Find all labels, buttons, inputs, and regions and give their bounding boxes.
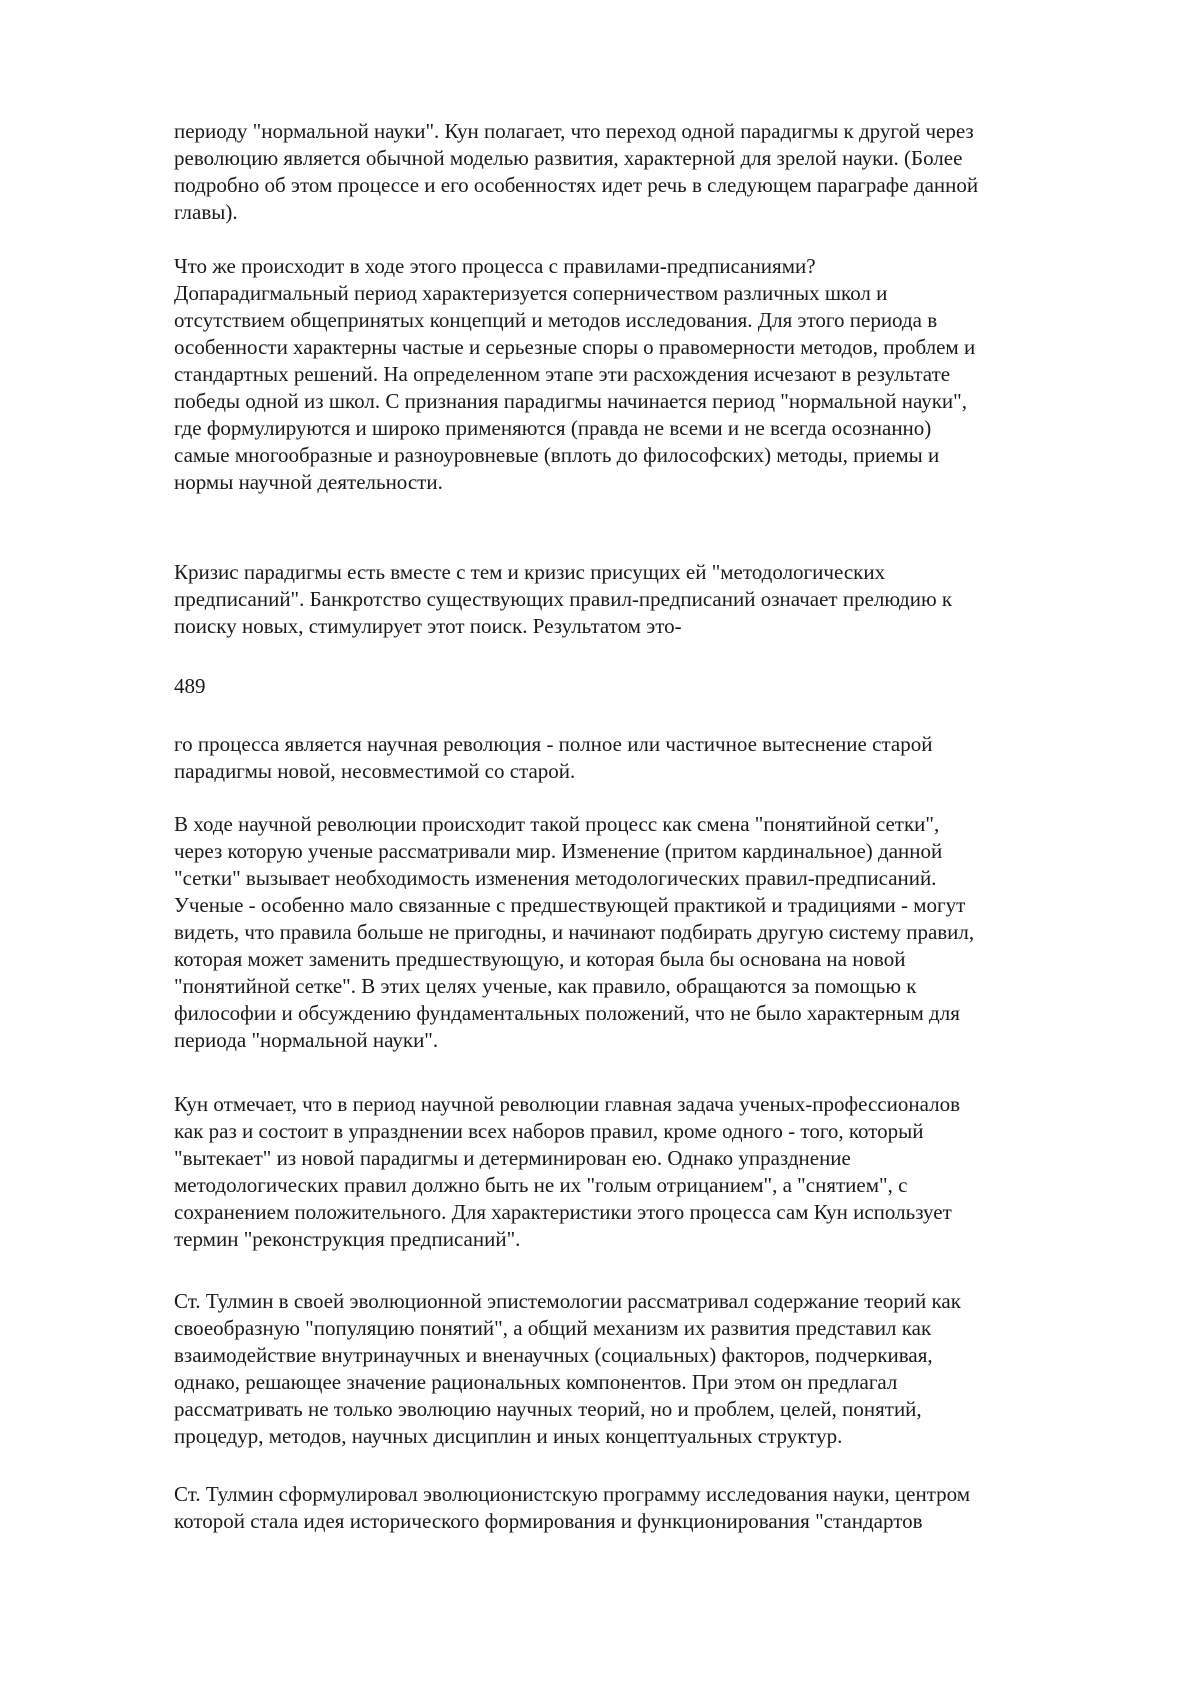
text-line: особенности характерны частые и серьезные споры о правомерности методов, проблем и bbox=[174, 335, 976, 359]
text-line: которой стала идея исторического формирования и функционирования "стандартов bbox=[174, 1509, 923, 1533]
text-line: Что же происходит в ходе этого процесса с правилами-предписаниями? bbox=[174, 254, 816, 278]
paragraph bbox=[174, 811, 1114, 1054]
text-line: периода "нормальной науки". bbox=[174, 1028, 439, 1052]
text-line: самые многообразные и разноуровневые (вплоть до философских) методы, приемы и bbox=[174, 443, 940, 467]
text-line: В ходе научной революции происходит такой процесс как смена "понятийной сетки", bbox=[174, 812, 940, 836]
page-number: 489 bbox=[174, 674, 206, 698]
text-line: философии и обсуждению фундаментальных положений, что не было характерным для bbox=[174, 1001, 960, 1025]
text-line: Кун отмечает, что в период научной революции главная задача ученых-профессионалов bbox=[174, 1092, 961, 1116]
text-line: поиску новых, стимулирует этот поиск. Результатом это- bbox=[174, 614, 682, 638]
text-line: стандартных решений. На определенном этапе эти расхождения исчезают в результате bbox=[174, 362, 951, 386]
paragraph bbox=[174, 1481, 1114, 1535]
text-line: периоду "нормальной науки". Кун полагает, что переход одной парадигмы к другой через bbox=[174, 119, 974, 143]
text-line: как раз и состоит в упразднении всех наборов правил, кроме одного - того, который bbox=[174, 1119, 924, 1143]
text-line: победы одной из школ. С признания парадигмы начинается период "нормальной науки", bbox=[174, 389, 967, 413]
text-line: однако, решающее значение рациональных компонентов. При этом он предлагал bbox=[174, 1370, 898, 1394]
text-line: взаимодействие внутринаучных и вненаучных (социальных) факторов, подчеркивая, bbox=[174, 1343, 933, 1367]
text-line: Ст. Тулмин в своей эволюционной эпистемологии рассматривал содержание теорий как bbox=[174, 1289, 961, 1313]
text-line: которая может заменить предшествующую, и которая была бы основана на новой bbox=[174, 947, 906, 971]
text-line: через которую ученые рассматривали мир. Изменение (притом кардинальное) данной bbox=[174, 839, 943, 863]
text-line: "понятийной сетке". В этих целях ученые, как правило, обращаются за помощью к bbox=[174, 974, 917, 998]
paragraph bbox=[174, 559, 1114, 640]
paragraph bbox=[174, 118, 1114, 226]
text-line: подробно об этом процессе и его особенностях идет речь в следующем параграфе данной bbox=[174, 173, 979, 197]
text-line: "сетки" вызывает необходимость изменения методологических правил-предписаний. bbox=[174, 866, 937, 890]
text-line: методологических правил должно быть не их "голым отрицанием", а "снятием", с bbox=[174, 1173, 908, 1197]
text-line: го процесса является научная революция - полное или частичное вытеснение старой bbox=[174, 732, 933, 756]
text-line: где формулируются и широко применяются (правда не всеми и не всегда осознанно) bbox=[174, 416, 932, 440]
text-line: Ученые - особенно мало связанные с предшествующей практикой и традициями - могут bbox=[174, 893, 966, 917]
text-line: нормы научной деятельности. bbox=[174, 470, 443, 494]
text-line: главы). bbox=[174, 200, 238, 224]
text-line: рассматривать не только эволюцию научных теорий, но и проблем, целей, понятий, bbox=[174, 1397, 922, 1421]
text-line: термин "реконструкция предписаний". bbox=[174, 1227, 521, 1251]
text-line: парадигмы новой, несовместимой со старой. bbox=[174, 759, 576, 783]
text-line: сохранением положительного. Для характеристики этого процесса сам Кун использует bbox=[174, 1200, 952, 1224]
paragraph bbox=[174, 1091, 1114, 1253]
text-line: своеобразную "популяцию понятий", а общий механизм их развития представил как bbox=[174, 1316, 932, 1340]
paragraph bbox=[174, 731, 1114, 785]
paragraph bbox=[174, 253, 1114, 496]
text-line: "вытекает" из новой парадигмы и детерминирован ею. Однако упразднение bbox=[174, 1146, 851, 1170]
paragraph bbox=[174, 1288, 1114, 1450]
text-line: отсутствием общепринятых концепций и методов исследования. Для этого периода в bbox=[174, 308, 938, 332]
text-line: процедур, методов, научных дисциплин и иных концептуальных структур. bbox=[174, 1424, 843, 1448]
text-line: Допарадигмальный период характеризуется соперничеством различных школ и bbox=[174, 281, 888, 305]
text-line: предписаний". Банкротство существующих правил-предписаний означает прелюдию к bbox=[174, 587, 953, 611]
text-line: Ст. Тулмин сформулировал эволюционистскую программу исследования науки, центром bbox=[174, 1482, 971, 1506]
text-line: революцию является обычной моделью развития, характерной для зрелой науки. (Более bbox=[174, 146, 963, 170]
text-line: Кризис парадигмы есть вместе с тем и кризис присущих ей "методологических bbox=[174, 560, 886, 584]
text-line: видеть, что правила больше не пригодны, и начинают подбирать другую систему правил, bbox=[174, 920, 975, 944]
